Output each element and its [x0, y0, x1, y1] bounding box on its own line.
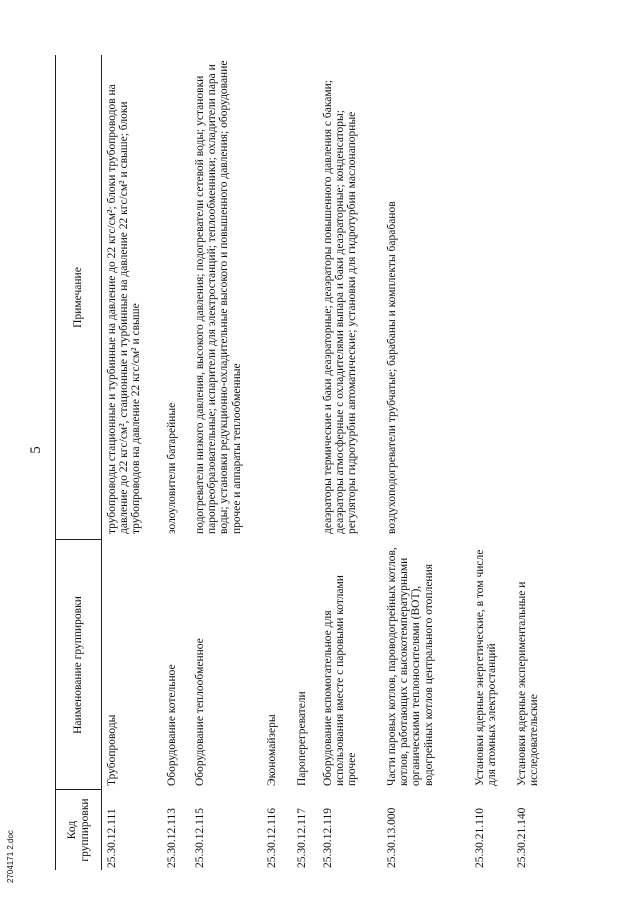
table-row [102, 55, 162, 870]
row-note: подогреватели низкого давления, высокого давления; подогреватели сетевой воды; установки паропреобразовательные; испарители для электростанций; теплообменники; охладители пара и воды; установки редукционно-охладительные высокого и повышенного давления; оборудование прочее и аппараты теплообменные [194, 60, 243, 534]
row-code: 25.30.21.140 [516, 807, 528, 868]
table-row [262, 55, 292, 870]
row-name: Пароперегреватели [296, 691, 308, 786]
table-row [190, 55, 262, 870]
column-divider [56, 789, 101, 790]
row-code: 25.30.12.113 [166, 808, 178, 868]
row-name: Экономайзеры [266, 714, 278, 786]
header-code: Код группировки [65, 798, 91, 862]
row-code: 25.30.21.110 [474, 808, 486, 868]
header-note: Примечание [72, 267, 84, 328]
row-name: Оборудование теплообменное [194, 638, 206, 786]
row-code: 25.30.13.000 [386, 807, 398, 868]
row-note: золоуловители батарейные [166, 402, 178, 534]
table-row [382, 55, 470, 870]
row-name: Трубопроводы [106, 714, 118, 786]
table-row [470, 55, 512, 870]
row-name: Установки ядерные энергетические, в том числе для атомных электростанций [474, 549, 499, 786]
row-code: 25.30.12.119 [322, 808, 334, 868]
table-row [318, 55, 382, 870]
table-body [102, 55, 560, 870]
table-row [512, 55, 560, 870]
table-header [55, 55, 102, 870]
column-divider [56, 539, 101, 540]
row-name: Части паровых котлов, пароводогрейных котлов, котлов, работающих с высокотемпературными органическими теплоносителями (ВОТ), водогрейных котлов центрального отопления [386, 547, 435, 786]
row-name: Оборудование вспомогательное для использования вместе с паровыми котлами прочее [322, 575, 359, 786]
classification-table [55, 55, 560, 870]
row-name: Установки ядерные экспериментальные и исследовательские [516, 581, 541, 786]
row-note: воздухоподогреватели трубчатые; барабаны и комплекты барабанов [386, 201, 398, 534]
table-row [162, 55, 190, 870]
header-name: Наименование группировки [72, 596, 84, 734]
row-code: 25.30.12.117 [296, 808, 308, 868]
row-name: Оборудование котельное [166, 664, 178, 786]
table-row [292, 55, 318, 870]
page-number: 5 [28, 446, 44, 454]
row-code: 25.30.12.116 [266, 808, 278, 868]
row-note: деаэраторы термические и баки деаэраторные; деаэраторы повышенного давления с баками; деаэраторы атмосферные с охладителями выпара и баки деаэраторные; конденсаторы; регуляторы гидротурбин автоматические; установки для гидротурбин маслонапорные [322, 80, 359, 534]
row-code: 25.30.12.111 [106, 808, 118, 868]
file-footer: 2704171 2.doc [6, 830, 15, 883]
row-code: 25.30.12.115 [194, 808, 206, 868]
row-note: трубопроводы стационные и турбинные на давление до 22 кгс/см²; блоки трубопроводов на давление до 22 кгс/см², стационные и турбинные на давление 22 кгс/см² и свыше; блоки трубопроводов на давление 22 кгс/см² и свыше [106, 84, 143, 534]
